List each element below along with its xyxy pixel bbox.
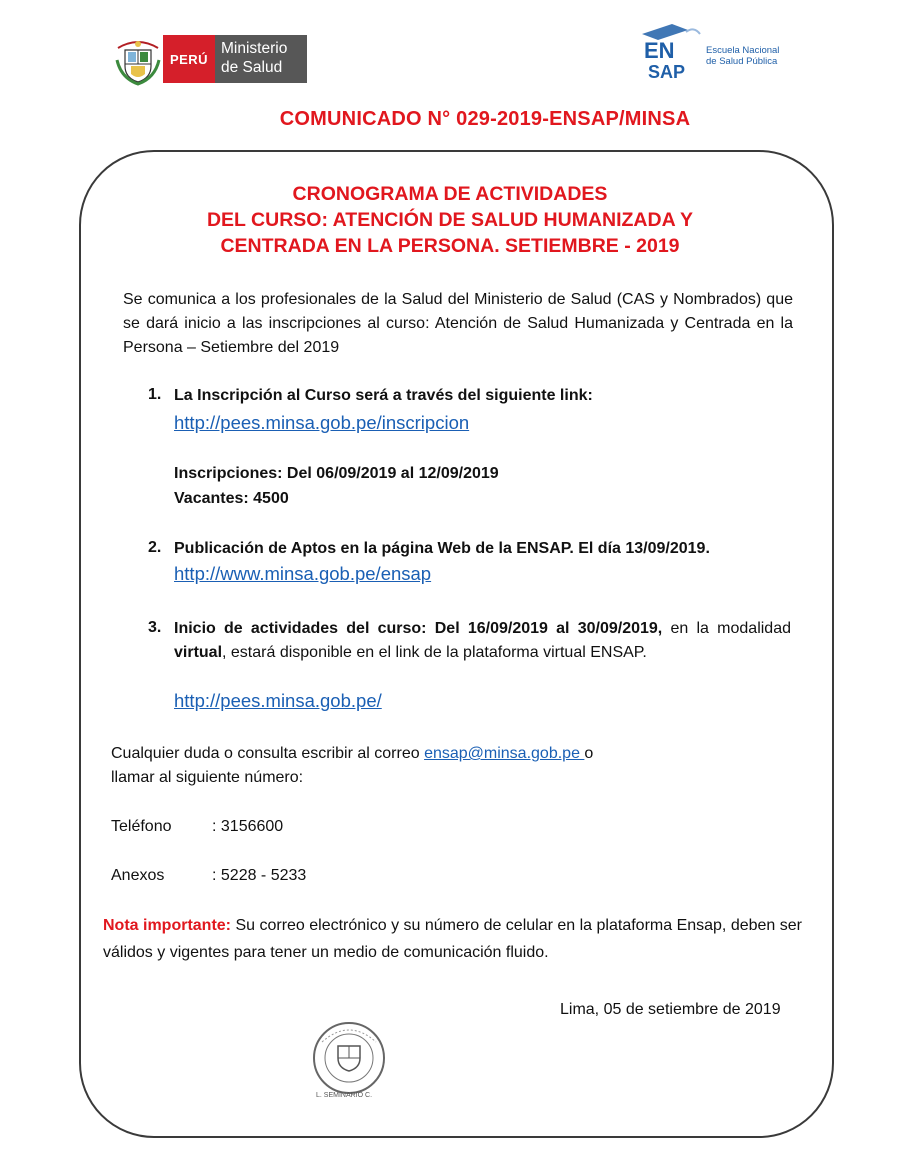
peru-label: PERÚ (163, 35, 215, 83)
ensap-name-line2: de Salud Pública (706, 56, 778, 67)
title-line1: CRONOGRAMA DE ACTIVIDADES (292, 183, 608, 205)
nota-label: Nota importante: (103, 917, 231, 934)
item3-number: 3. (148, 619, 162, 636)
svg-text:SAP: SAP (648, 62, 686, 82)
item3-text (174, 617, 791, 665)
telefono-value: : 3156600 (212, 818, 284, 835)
ministry-label (215, 35, 307, 83)
contact-line2: llamar al siguiente número: (111, 769, 304, 786)
ensap-logo (638, 22, 798, 84)
item1-heading: La Inscripción al Curso será a través del siguiente link: (174, 387, 593, 404)
item3-heading: Inicio de actividades del curso: Del 16/09/2019 al 30/09/2019, (174, 620, 663, 637)
item3-text-a: en la modalidad (662, 620, 791, 637)
peru-ministry-logo (163, 35, 307, 83)
title-line3: CENTRADA EN LA PERSONA. SETIEMBRE - 2019 (220, 235, 680, 257)
header (0, 0, 900, 100)
title-line2: DEL CURSO: ATENCIÓN DE SALUD HUMANIZADA Y (206, 209, 694, 231)
contact-line1 (111, 742, 593, 766)
vacantes: Vacantes: 4500 (174, 490, 289, 507)
contact-text-before: Cualquier duda o consulta escribir al correo (111, 745, 425, 762)
seal-caption: L. SEMINARIO C. (316, 1092, 373, 1099)
peru-coat-of-arms-icon (113, 34, 163, 86)
item1-number: 1. (148, 386, 162, 403)
comunicado-number: COMUNICADO N° 029-2019-ENSAP/MINSA (279, 108, 691, 130)
item3-virtual: virtual (174, 644, 223, 661)
ministry-label-line1: Ministerio (221, 40, 288, 57)
telefono-label: Teléfono (111, 818, 172, 835)
pees-platform-link[interactable]: http://pees.minsa.gob.pe/ (174, 690, 382, 711)
item2-number: 2. (148, 539, 162, 556)
document-date: Lima, 05 de setiembre de 2019 (560, 1001, 781, 1018)
official-seal-stamp (308, 1020, 390, 1102)
inscripcion-link[interactable]: http://pees.minsa.gob.pe/inscripcion (174, 412, 470, 433)
ensap-name-line1: Escuela Nacional (706, 45, 780, 56)
item2-heading: Publicación de Aptos en la página Web de la ENSAP. El día 13/09/2019. (174, 540, 710, 557)
anexos-label: Anexos (111, 867, 165, 884)
ensap-web-link[interactable]: http://www.minsa.gob.pe/ensap (174, 563, 432, 584)
inscripciones-dates: Inscripciones: Del 06/09/2019 al 12/09/2019 (174, 465, 499, 482)
document-title (0, 181, 900, 259)
ensap-name (706, 45, 779, 67)
svg-text:EN: EN (644, 38, 675, 63)
nota-text: Su correo electrónico y su número de celular en la plataforma Ensap, deben ser válidos y vigentes para tener un medio de comunicación fluido. (103, 917, 802, 961)
contact-text-after: o (584, 745, 594, 762)
item3-text-b: , estará disponible en el link de la plataforma virtual ENSAP. (222, 644, 647, 661)
ensap-mark-icon (638, 22, 706, 84)
email-link[interactable]: ensap@minsa.gob.pe (424, 745, 585, 762)
intro-paragraph: Se comunica a los profesionales de la Salud del Ministerio de Salud (CAS y Nombrados) que se dará inicio a las inscripciones al curso: Atención de Salud Humanizada y Centrada en la Persona – Setiembre del 2019 (123, 291, 793, 356)
nota-importante (103, 912, 815, 966)
ministry-label-line2: de Salud (221, 59, 283, 76)
anexos-value: : 5228 - 5233 (212, 867, 307, 884)
